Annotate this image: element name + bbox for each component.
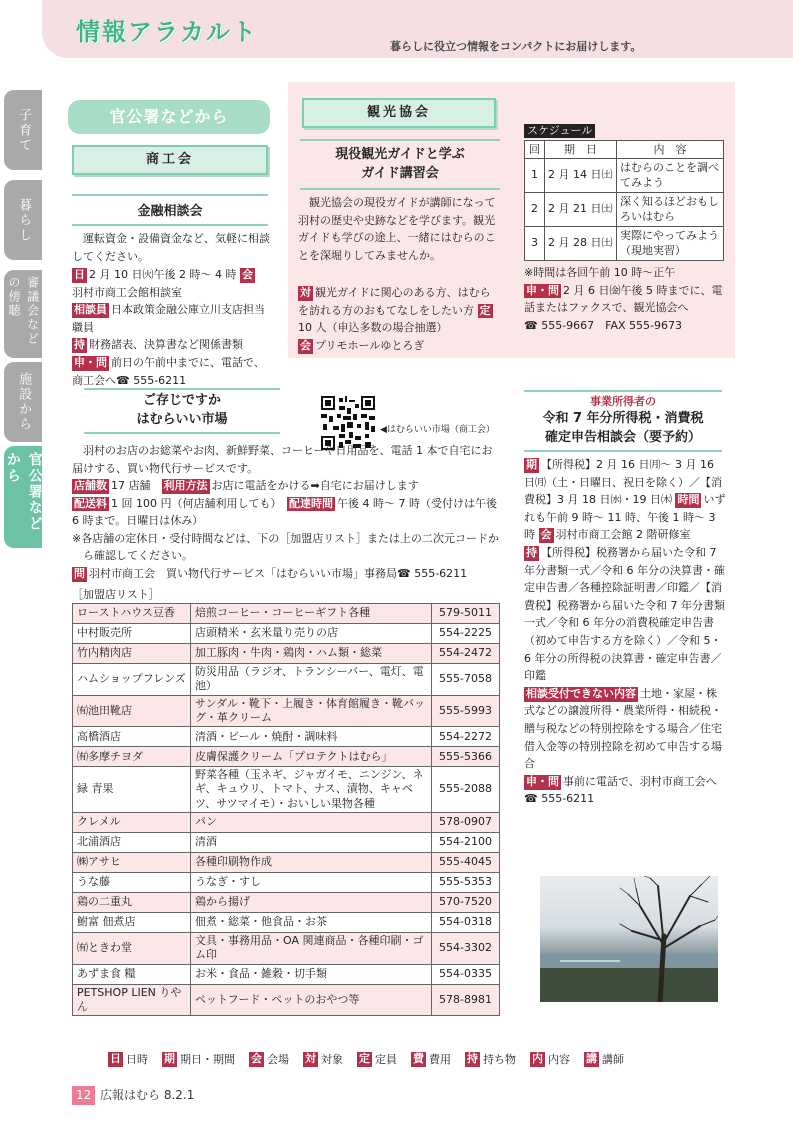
tag-bring: 持	[74, 338, 85, 352]
shop-row	[73, 644, 500, 664]
divider	[300, 188, 500, 190]
tag-target: 対	[300, 286, 311, 299]
shop-row	[73, 813, 500, 833]
shop-items: サンダル・靴下・上履き・体育館履き・靴バッグ・革クリーム	[191, 695, 432, 727]
tag-bring: 持	[526, 545, 537, 559]
kanko-venue-row	[298, 337, 500, 355]
market-intro: 羽村のお店のお総菜やお肉、新鮮野菜、コーヒーや日用品を、電話 1 本で自宅にお届けする、買い物代行サービスです。	[72, 444, 493, 475]
schedule-date: 2 月 28 日㈯	[545, 227, 617, 261]
tag-usage: 利用方法	[163, 479, 208, 492]
tag-apply: 申・問	[526, 774, 559, 788]
legend-key: 対	[305, 1052, 316, 1066]
shop-tel: 579-5011	[432, 604, 500, 624]
store-count-text: 17 店舗	[111, 479, 151, 492]
kinyu-venue: 羽村市商工会館相談室	[72, 285, 182, 299]
tax-exclusion-row	[524, 685, 726, 773]
kanko-target-row	[298, 284, 500, 337]
shop-tel: 554-0318	[432, 913, 500, 933]
shop-row	[73, 873, 500, 893]
schedule-col-content: 内 容	[617, 141, 724, 159]
shop-items: 清酒・ビール・焼酎・調味料	[191, 727, 432, 747]
tag-time: 時間	[677, 493, 700, 507]
tax-title	[524, 410, 722, 448]
delivery-time-text: 午後 4 時～ 7 時（受付けは午後 6 時まで。日曜日は休み）	[72, 496, 497, 528]
shop-name: ㈱アサヒ	[73, 853, 191, 873]
shop-items: ペットフード・ペットのおやつ等	[191, 984, 432, 1016]
schedule-header-row	[525, 141, 724, 159]
shop-name: 緑 青果	[73, 767, 191, 813]
shop-list-label: ［加盟店リスト］	[72, 588, 160, 601]
legend-value: 日時	[126, 1053, 148, 1066]
shop-name: ㈲多摩チヨダ	[73, 747, 191, 767]
kinyu-bring-text: 財務諸表、決算書など関係書類	[89, 338, 243, 352]
shop-items: 鶏から揚げ	[191, 893, 432, 913]
shop-row	[73, 853, 500, 873]
shop-name: 高橋酒店	[73, 727, 191, 747]
shop-tel: 554-2100	[432, 833, 500, 853]
kanko-title-line2: ガイド講習会	[361, 165, 439, 181]
legend-item	[411, 1051, 451, 1068]
shop-items: 防災用品（ラジオ、トランシーバー、電灯、電池）	[191, 664, 432, 696]
schedule-col-no: 回	[525, 141, 545, 159]
shop-name: 北浦酒店	[73, 833, 191, 853]
legend	[108, 1051, 624, 1068]
shop-row	[73, 913, 500, 933]
legend-value: 講師	[602, 1053, 624, 1066]
tag-venue: 会	[300, 338, 311, 352]
qr-caption: ◀はむらいい市場（商工会）	[380, 425, 495, 435]
usage-text: お店に電話をかける➡自宅にお届けします	[211, 479, 419, 492]
legend-item	[108, 1051, 148, 1068]
kanko-apply-text: 2 月 6 日㈮午後 5 時までに、電話またはファクスで、観光協会へ	[524, 283, 723, 315]
schedule-date: 2 月 21 日㈯	[545, 193, 617, 227]
shop-items: 皮膚保護クリーム「プロテクトはむら」	[191, 747, 432, 767]
kanko-box-heading: 観光協会	[302, 98, 496, 128]
legend-key: 講	[586, 1052, 597, 1066]
shop-items: 加工豚肉・牛肉・鶏肉・ハム類・総菜	[191, 644, 432, 664]
legend-value: 定員	[375, 1053, 397, 1066]
legend-key: 内	[532, 1052, 543, 1066]
shop-items: 文具・事務用品・OA 関連商品・各種印刷・ゴム印	[191, 933, 432, 965]
shop-name: PETSHOP LIEN りやん	[73, 984, 191, 1016]
legend-key: 費	[413, 1052, 424, 1066]
schedule-no: 2	[525, 193, 545, 227]
legend-value: 持ち物	[483, 1053, 516, 1066]
shop-row	[73, 695, 500, 727]
shop-tel: 555-5353	[432, 873, 500, 893]
tag-date: 日	[74, 268, 85, 281]
legend-value: 内容	[548, 1053, 570, 1066]
schedule-row	[525, 159, 724, 193]
kinyu-apply-row	[72, 354, 272, 389]
schedule-row	[525, 227, 724, 261]
shop-tel: 555-5366	[432, 747, 500, 767]
schedule-label: スケジュール	[524, 124, 595, 138]
divider	[84, 432, 280, 434]
shop-items: 焙煎コーヒー・コーヒーギフト各種	[191, 604, 432, 624]
shop-row	[73, 747, 500, 767]
tag-apply: 申・問	[74, 355, 107, 369]
shop-row	[73, 933, 500, 965]
tag-capacity: 定	[479, 303, 491, 317]
shop-name: ㈲池田靴店	[73, 695, 191, 727]
market-title-line2: はむらいい市場	[136, 411, 228, 427]
shop-row	[73, 833, 500, 853]
market-title	[84, 392, 280, 430]
shop-tel: 555-4045	[432, 853, 500, 873]
tax-time-text: いずれも午前 9 時～ 11 時、午後 1 時～ 3 時	[524, 493, 726, 542]
market-contact-row	[72, 565, 502, 583]
kinyu-date-text: 2 月 10 日㈫午後 2 時～ 4 時	[89, 268, 237, 281]
divider	[300, 139, 500, 141]
market-contact-text: 羽村市商工会 買い物代行サービス「はむらいい市場」事務局☎ 555-6211	[89, 566, 468, 580]
shokokai-box-heading: 商工会	[72, 145, 268, 175]
tax-kicker: 事業所得者の	[590, 395, 656, 408]
tag-advisor: 相談員	[74, 303, 107, 317]
kanko-intro: 観光協会の現役ガイドが講師になって羽村の歴史や史跡などを学びます。観光ガイドも学びの途上、一緒にはむらのことを深堀りしてみませんか。	[298, 196, 496, 262]
kinyu-apply-text: 前日の午前中までに、電話で、商工会へ☎ 555-6211	[72, 355, 265, 387]
issue-label: 広報はむら 8.2.1	[100, 1088, 195, 1102]
divider	[524, 450, 722, 452]
shop-tel: 578-0907	[432, 813, 500, 833]
divider	[72, 224, 268, 226]
tag-period: 期	[526, 458, 537, 471]
legend-item	[303, 1051, 343, 1068]
tag-delivery-time: 配達時間	[288, 496, 333, 510]
tag-venue: 会	[241, 268, 253, 281]
schedule-note: ※時間は各回午前 10 時～正午	[524, 266, 676, 279]
shop-items: 各種印刷物作成	[191, 853, 432, 873]
tag-venue: 会	[540, 528, 552, 542]
shop-tel: 554-2272	[432, 727, 500, 747]
shop-items: 野菜各種（玉ネギ、ジャガイモ、ニンジン、ネギ、キュウリ、トマト、ナス、漬物、キャベツ、サツマイモ）・おいしい果物各種	[191, 767, 432, 813]
kanko-title-line1: 現役観光ガイドと学ぶ	[335, 147, 465, 162]
kanko-capacity-text: 10 人（申込多数の場合抽選）	[298, 321, 448, 335]
shop-name: クレメル	[73, 813, 191, 833]
shop-row	[73, 624, 500, 644]
divider	[72, 194, 268, 196]
tax-period-row	[524, 456, 726, 544]
legend-item	[465, 1051, 516, 1068]
market-line1	[72, 477, 502, 495]
legend-key: 持	[467, 1052, 478, 1066]
schedule-no: 3	[525, 227, 545, 261]
legend-item	[584, 1051, 624, 1068]
page-subtitle: 暮らしに役立つ情報をコンパクトにお届けします。	[390, 40, 642, 53]
tree-illustration-icon	[540, 876, 718, 1002]
shop-items: うなぎ・すし	[191, 873, 432, 893]
page-title: 情報アラカルト	[76, 18, 258, 46]
kinyu-bring-row	[72, 336, 272, 354]
shop-tel: 555-7058	[432, 664, 500, 696]
market-details	[72, 477, 502, 583]
delivery-fee-text: 1 回 100 円（何店舗利用しても）	[111, 496, 276, 510]
schedule-no: 1	[525, 159, 545, 193]
shop-name: うな藤	[73, 873, 191, 893]
shop-row	[73, 893, 500, 913]
market-line2	[72, 495, 502, 530]
shop-items: 佃煮・総菜・他食品・お茶	[191, 913, 432, 933]
section-pill: 官公署などから	[68, 100, 270, 134]
legend-item	[162, 1051, 235, 1068]
tax-bring-text: 【所得税】税務署から届いた令和 7 年分書類一式／令和 6 年分の決算書・確定申告書／各種控除証明書／印鑑／【消費税】税務署から届いた令和 7 年分書類一式／令和 6 年分の消費税確定申告書（初めて申告する方を除く）／令和 5・6 年分の所得税の決算書・確定申告書／印鑑	[524, 545, 725, 683]
shop-row	[73, 604, 500, 624]
shop-items: お米・食品・雑穀・切手類	[191, 964, 432, 984]
shop-items: 清酒	[191, 833, 432, 853]
tag-contact: 問	[74, 566, 85, 580]
side-tab-kankosho[interactable]: 官公署などから	[4, 446, 42, 548]
shop-tel: 578-8981	[432, 984, 500, 1016]
legend-key: 期	[164, 1052, 175, 1066]
tag-exclusion: 相談受付できない内容	[526, 686, 636, 700]
market-title-line1: ご存じですか	[142, 393, 221, 408]
schedule-content: 深く知るほどおもしろいはむら	[617, 193, 724, 227]
shop-table	[72, 603, 500, 1016]
legend-value: 費用	[429, 1053, 451, 1066]
market-note: ※各店舗の定休日・受付時間などは、下の［加盟店リスト］または上の二次元コードから確認してください。	[72, 531, 499, 563]
kanko-target-text: 観光ガイドに関心のある方、はむらを訪れる方のおもてなしをしたい方	[298, 286, 491, 317]
shop-row	[73, 664, 500, 696]
tax-venue-text: 羽村市商工会館 2 階研修室	[555, 528, 691, 542]
shop-name: 竹内精肉店	[73, 644, 191, 664]
schedule-row	[525, 193, 724, 227]
shop-items: パン	[191, 813, 432, 833]
schedule-content: はむらのことを調べてみよう	[617, 159, 724, 193]
shop-tel: 554-0335	[432, 964, 500, 984]
legend-key: 会	[251, 1052, 262, 1066]
kinyu-intro: 運転資金・設備資金など、気軽に相談してください。	[72, 232, 270, 263]
kanko-venue-text: プリモホールゆとろぎ	[315, 338, 425, 352]
side-tab-kosodate[interactable]: 子育て	[4, 90, 42, 170]
kinyu-advisor-text: 日本政策金融公庫立川支店担当職員	[72, 303, 265, 334]
kinyu-details	[72, 266, 272, 389]
shop-name: 中村販売所	[73, 624, 191, 644]
side-tab-kurashi[interactable]: 暮らし	[4, 180, 42, 260]
tax-title-line2: 確定申告相談会（要予約）	[544, 429, 701, 445]
shop-tel: 555-2088	[432, 767, 500, 813]
tax-exclusion-text: 土地・家屋・株式などの譲渡所得・農業所得・相続税・贈与税などの特別控除をする場合／住宅借入金等の特別控除を初めて申告する場合	[524, 686, 722, 771]
shop-name: あずま食 糧	[73, 964, 191, 984]
legend-item	[249, 1051, 289, 1068]
tag-delivery-fee: 配送料	[74, 496, 107, 510]
divider	[84, 388, 280, 390]
shop-tel: 554-2225	[432, 624, 500, 644]
side-tab-shingikai[interactable]: 審議会などの傍聴	[4, 270, 42, 358]
tax-bring-row	[524, 544, 726, 685]
divider	[524, 390, 722, 392]
tax-title-line1: 令和 7 年分所得税・消費税	[542, 411, 704, 426]
legend-item	[530, 1051, 570, 1068]
tax-apply-text: 事前に電話で、羽村市商工会へ☎ 555-6211	[524, 774, 717, 806]
kinyu-date	[72, 266, 272, 284]
shop-name: ハムショップフレンズ	[73, 664, 191, 696]
legend-value: 対象	[321, 1053, 343, 1066]
schedule-table	[524, 140, 724, 261]
legend-value: 会場	[267, 1053, 289, 1066]
shop-name: ローストハウス豆香	[73, 604, 191, 624]
kanko-apply-row	[524, 282, 729, 317]
tax-details	[524, 456, 726, 808]
shop-tel: 554-2472	[432, 644, 500, 664]
shop-row	[73, 984, 500, 1016]
page-number: 12	[72, 1086, 95, 1105]
shop-row	[73, 964, 500, 984]
kinyu-advisor-row	[72, 301, 272, 336]
shop-tel: 554-3302	[432, 933, 500, 965]
legend-key: 日	[110, 1052, 121, 1066]
tag-apply: 申・問	[526, 283, 559, 297]
schedule-col-date: 期 日	[545, 141, 617, 159]
tag-store-count: 店舗数	[74, 479, 107, 492]
schedule-date: 2 月 14 日㈯	[545, 159, 617, 193]
tax-apply-row	[524, 773, 726, 808]
shop-name: ㈲ときわ堂	[73, 933, 191, 965]
legend-item	[357, 1051, 397, 1068]
shop-row	[73, 767, 500, 813]
shop-items: 店頭精米・玄米量り売りの店	[191, 624, 432, 644]
kinyu-title: 金融相談会	[137, 204, 203, 219]
kanko-contact: ☎ 555-9667 FAX 555-9673	[524, 318, 682, 332]
shop-name: 鮒富 佃煮店	[73, 913, 191, 933]
kanko-details	[298, 284, 500, 354]
kanko-apply	[524, 264, 729, 334]
shop-tel: 555-5993	[432, 695, 500, 727]
scenery-photo	[540, 876, 718, 1002]
side-tab-shisetsu[interactable]: 施設から	[4, 362, 42, 442]
tax-period-text: 【所得税】2 月 16 日㈪～ 3 月 16 日㈪（土・日曜日、祝日を除く）／【消費税】3 月 18 日㈬・19 日㈭	[524, 458, 722, 507]
legend-value: 期日・期間	[180, 1053, 235, 1066]
schedule-content: 実際にやってみよう（現地実習）	[617, 227, 724, 261]
shop-name: 鶏の二重丸	[73, 893, 191, 913]
shop-row	[73, 727, 500, 747]
shop-tel: 570-7520	[432, 893, 500, 913]
legend-key: 定	[359, 1052, 370, 1066]
kanko-title	[300, 146, 500, 184]
